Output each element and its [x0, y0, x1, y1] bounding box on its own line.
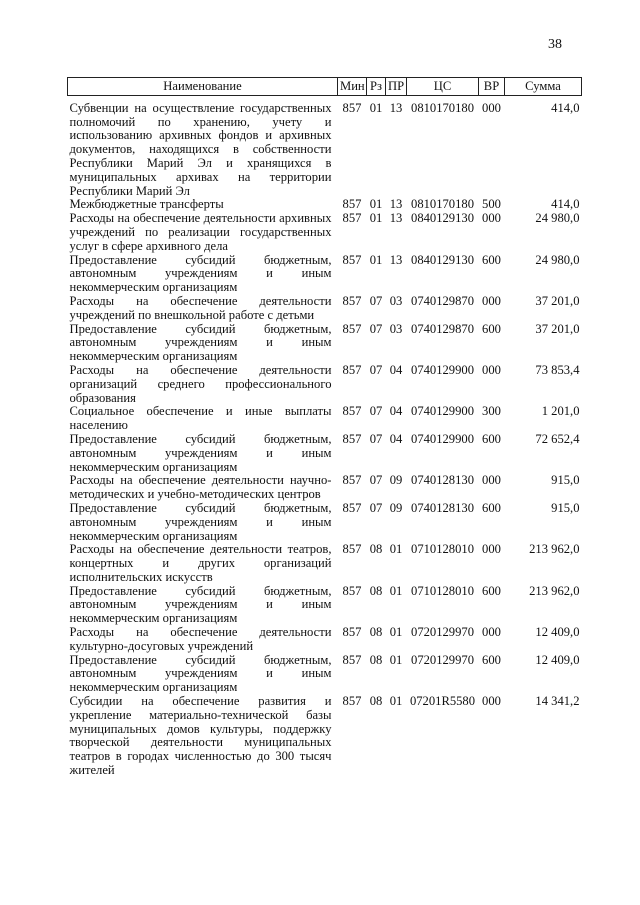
row-min: 857	[342, 473, 362, 488]
row-sum: 37 201,0	[535, 293, 580, 308]
row-pr: 04	[389, 362, 403, 377]
header-rz: Рз	[367, 78, 386, 96]
row-pr: 03	[389, 293, 403, 308]
row-min: 857	[342, 542, 362, 557]
row-cs: 07201R5580	[409, 694, 476, 709]
row-sum: 915,0	[551, 500, 580, 515]
row-vr: 500	[482, 197, 501, 212]
row-rz: 07	[369, 362, 383, 377]
row-sum: 213 962,0	[529, 583, 580, 598]
row-min: 857	[342, 211, 362, 226]
row-pr: 04	[389, 431, 403, 446]
row-pr: 01	[389, 625, 403, 640]
row-pr: 01	[389, 542, 403, 557]
row-cs: 0720129970	[411, 652, 474, 667]
table-row	[68, 433, 582, 474]
row-name: Предоставление субсидий бюджетным, автономным учреждениям и иным некоммерческим организациям	[69, 500, 332, 543]
row-cs: 0840129130	[411, 211, 474, 226]
row-sum: 12 409,0	[535, 625, 580, 640]
row-vr: 600	[482, 431, 501, 446]
table-header-row	[68, 78, 582, 96]
row-sum: 12 409,0	[535, 652, 580, 667]
row-min: 857	[342, 431, 362, 446]
row-sum: 414,0	[551, 197, 580, 212]
table-row	[68, 405, 582, 433]
row-name: Межбюджетные трансферты	[69, 197, 224, 212]
header-name: Наименование	[68, 78, 338, 96]
row-name: Субсидии на обеспечение развития и укрепление материально-технической базы муниципальных домов культуры, поддержку творческой деятельности муниципальных театров в городах численностью до 300 тысяч жителей	[69, 694, 332, 778]
budget-table	[67, 77, 582, 778]
row-name: Предоставление субсидий бюджетным, автономным учреждениям и иным некоммерческим организациям	[69, 252, 332, 295]
row-rz: 08	[369, 694, 383, 709]
row-sum: 14 341,2	[535, 694, 580, 709]
row-vr: 600	[482, 583, 501, 598]
row-sum: 213 962,0	[529, 542, 580, 557]
row-name: Расходы на обеспечение деятельности научно-методических и учебно-методических центров	[69, 473, 332, 502]
row-name: Предоставление субсидий бюджетным, автономным учреждениям и иным некоммерческим организациям	[69, 652, 332, 695]
row-sum: 414,0	[551, 100, 580, 115]
row-vr: 000	[482, 473, 501, 488]
row-min: 857	[342, 321, 362, 336]
row-min: 857	[342, 293, 362, 308]
row-name: Предоставление субсидий бюджетным, автономным учреждениям и иным некоммерческим организациям	[69, 431, 332, 474]
table-row	[68, 543, 582, 584]
row-cs: 0810170180	[411, 197, 474, 212]
row-name: Расходы на обеспечение деятельности учреждений по внешкольной работе с детьми	[69, 293, 332, 322]
row-cs: 0740128130	[411, 500, 474, 515]
header-vr: ВР	[479, 78, 505, 96]
row-vr: 300	[482, 404, 501, 419]
row-vr: 600	[482, 252, 501, 267]
row-name: Предоставление субсидий бюджетным, автономным учреждениям и иным некоммерческим организациям	[69, 321, 332, 364]
row-cs: 0840129130	[411, 252, 474, 267]
row-rz: 07	[369, 473, 383, 488]
row-name: Расходы на обеспечение деятельности театров, концертных и других организаций исполнительских искусств	[69, 542, 332, 584]
row-vr: 000	[482, 362, 501, 377]
row-min: 857	[342, 197, 362, 212]
row-rz: 08	[369, 625, 383, 640]
table-row	[68, 212, 582, 253]
row-min: 857	[342, 100, 362, 115]
row-min: 857	[342, 404, 362, 419]
table-row	[68, 295, 582, 323]
row-vr: 600	[482, 321, 501, 336]
row-cs: 0710128010	[411, 583, 474, 598]
table-row	[68, 254, 582, 295]
row-name: Социальное обеспечение и иные выплаты населению	[69, 404, 332, 433]
row-rz: 07	[369, 321, 383, 336]
row-cs: 0740129870	[411, 293, 474, 308]
row-vr: 000	[482, 211, 501, 226]
row-sum: 1 201,0	[541, 404, 580, 419]
row-cs: 0810170180	[411, 100, 474, 115]
row-vr: 000	[482, 100, 501, 115]
row-vr: 000	[482, 694, 501, 709]
row-rz: 01	[369, 100, 383, 115]
row-pr: 04	[389, 404, 403, 419]
row-rz: 01	[369, 252, 383, 267]
row-sum: 73 853,4	[535, 362, 580, 377]
row-min: 857	[342, 583, 362, 598]
row-cs: 0740129870	[411, 321, 474, 336]
table-row	[68, 626, 582, 654]
row-name: Предоставление субсидий бюджетным, автономным учреждениям и иным некоммерческим организациям	[69, 583, 332, 626]
row-vr: 000	[482, 293, 501, 308]
row-rz: 07	[369, 500, 383, 515]
table-row	[68, 198, 582, 212]
row-min: 857	[342, 694, 362, 709]
row-sum: 24 980,0	[535, 211, 580, 226]
row-name: Расходы на обеспечение деятельности культурно-досуговых учреждений	[69, 625, 332, 653]
table-row	[68, 502, 582, 543]
table-row	[68, 585, 582, 626]
row-rz: 07	[369, 404, 383, 419]
row-vr: 600	[482, 500, 501, 515]
row-min: 857	[342, 625, 362, 640]
row-pr: 09	[389, 473, 403, 488]
row-cs: 0740129900	[411, 404, 474, 419]
row-cs: 0720129970	[411, 625, 474, 640]
row-sum: 915,0	[551, 473, 580, 488]
row-rz: 08	[369, 583, 383, 598]
row-cs: 0710128010	[411, 542, 474, 557]
row-name: Расходы на обеспечение деятельности организаций среднего профессионального образования	[69, 362, 332, 405]
row-pr: 01	[389, 652, 403, 667]
row-min: 857	[342, 500, 362, 515]
row-cs: 0740128130	[411, 473, 474, 488]
header-pr: ПР	[386, 78, 407, 96]
row-rz: 08	[369, 542, 383, 557]
row-pr: 01	[389, 583, 403, 598]
table-row	[68, 323, 582, 364]
row-name: Расходы на обеспечение деятельности архивных учреждений по реализации государственных услуг в сфере архивного дела	[69, 211, 332, 253]
row-rz: 07	[369, 293, 383, 308]
row-rz: 07	[369, 431, 383, 446]
row-sum: 37 201,0	[535, 321, 580, 336]
row-cs: 0740129900	[411, 362, 474, 377]
row-cs: 0740129900	[411, 431, 474, 446]
row-pr: 13	[389, 211, 403, 226]
row-rz: 01	[369, 197, 383, 212]
table-body	[68, 95, 582, 778]
table-row	[68, 364, 582, 405]
row-pr: 09	[389, 500, 403, 515]
row-vr: 000	[482, 542, 501, 557]
row-sum: 24 980,0	[535, 252, 580, 267]
row-sum: 72 652,4	[535, 431, 580, 446]
header-sum: Сумма	[505, 78, 582, 96]
row-pr: 13	[389, 252, 403, 267]
header-cs: ЦС	[407, 78, 479, 96]
row-pr: 13	[389, 100, 403, 115]
row-vr: 000	[482, 625, 501, 640]
table-row	[68, 695, 582, 778]
row-name: Субвенции на осуществление государственных полномочий по хранению, учету и использованию архивных фондов и архивных документов, находящихся в собственности Республики Марий Эл и хранящихся в муниципальных архивах на территории Республики Марий Эл	[69, 100, 332, 198]
row-pr: 01	[389, 694, 403, 709]
row-rz: 01	[369, 211, 383, 226]
table-row	[68, 654, 582, 695]
row-pr: 13	[389, 197, 403, 212]
row-min: 857	[342, 362, 362, 377]
row-vr: 600	[482, 652, 501, 667]
row-pr: 03	[389, 321, 403, 336]
table-row	[68, 95, 582, 198]
row-rz: 08	[369, 652, 383, 667]
table-row	[68, 474, 582, 502]
page-number: 38	[548, 37, 562, 52]
row-min: 857	[342, 252, 362, 267]
row-min: 857	[342, 652, 362, 667]
header-min: Мин	[338, 78, 367, 96]
